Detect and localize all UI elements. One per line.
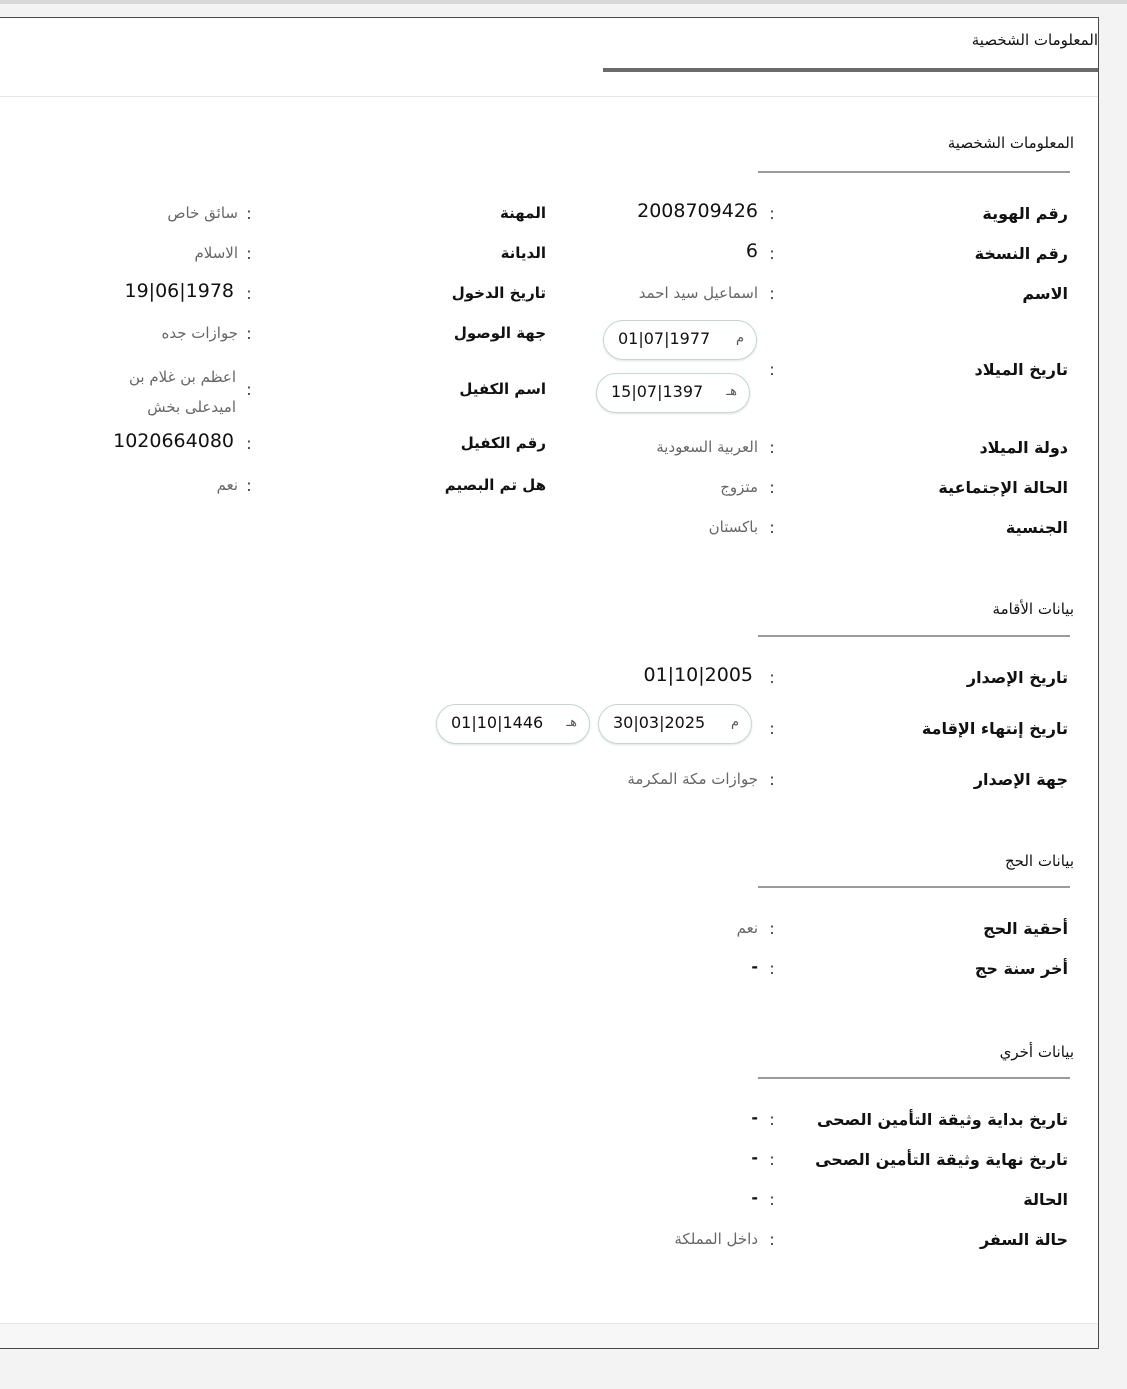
gregorian-tag: م xyxy=(735,331,744,346)
copy-number-value: 6 xyxy=(745,240,758,262)
colon: : xyxy=(769,204,775,223)
expiry-date-label: تاريخ إنتهاء الإقامة xyxy=(921,719,1068,738)
personal-info-panel xyxy=(0,17,1099,1349)
birth-country-value: العربية السعودية xyxy=(656,438,758,456)
colon: : xyxy=(769,244,775,263)
sponsor-name-value: اعظم بن غلام بن اميدعلى بخش xyxy=(129,368,236,416)
entry-date-label: تاريخ الدخول xyxy=(451,284,546,302)
hijri-tag: هـ xyxy=(726,384,737,399)
id-number-label: رقم الهوية xyxy=(982,204,1068,223)
colon: : xyxy=(769,959,775,978)
expiry-date-gregorian: 30|03|2025 xyxy=(613,713,706,732)
colon: : xyxy=(769,770,775,789)
top-divider xyxy=(0,0,1127,4)
colon: : xyxy=(246,244,252,263)
colon: : xyxy=(246,284,252,303)
name-label: الاسم xyxy=(1022,284,1068,303)
section-divider xyxy=(758,1077,1070,1079)
birth-date-hijri: 15|07|1397 xyxy=(611,382,704,401)
colon: : xyxy=(769,1190,775,1209)
colon: : xyxy=(769,668,775,687)
panel-footer xyxy=(0,1323,1098,1348)
birth-country-label: دولة الميلاد xyxy=(979,438,1068,457)
copy-number-label: رقم النسخة xyxy=(974,244,1068,263)
birth-date-gregorian-chip xyxy=(603,320,757,360)
expiry-date-hijri: 01|10|1446 xyxy=(451,713,544,732)
tab-personal-info[interactable]: المعلومات الشخصية xyxy=(971,31,1098,49)
travel-status-label: حالة السفر xyxy=(979,1230,1068,1249)
colon: : xyxy=(769,478,775,497)
insurance-end-label: تاريخ نهاية وثيقة التأمين الصحى xyxy=(815,1150,1068,1169)
arrival-port-value: جوازات جده xyxy=(161,324,238,342)
section-title-residence: بيانات الأقامة xyxy=(992,600,1074,618)
section-title-hajj: بيانات الحج xyxy=(1004,852,1074,870)
hajj-eligibility-value: نعم xyxy=(736,919,758,937)
expiry-date-gregorian-chip xyxy=(598,704,752,744)
occupation-label: المهنة xyxy=(500,204,546,222)
colon: : xyxy=(246,204,252,223)
nationality-value: باكستان xyxy=(708,518,758,536)
section-title-other: بيانات أخري xyxy=(999,1043,1074,1061)
colon: : xyxy=(246,380,252,399)
name-value: اسماعيل سيد احمد xyxy=(638,284,758,302)
birth-date-gregorian: 01|07|1977 xyxy=(618,329,711,348)
active-tab-indicator xyxy=(603,68,1098,72)
id-number-value: 2008709426 xyxy=(637,200,758,222)
travel-status-value: داخل المملكة xyxy=(674,1230,758,1248)
colon: : xyxy=(769,919,775,938)
occupation-value: سائق خاص xyxy=(167,204,238,222)
marital-status-value: متزوج xyxy=(720,478,758,496)
issuer-value: جوازات مكة المكرمة xyxy=(627,770,758,788)
colon: : xyxy=(246,434,252,453)
fingerprinted-value: نعم xyxy=(216,476,238,494)
status-value: - xyxy=(751,1188,758,1207)
birth-date-label: تاريخ الميلاد xyxy=(974,360,1068,379)
insurance-end-value: - xyxy=(751,1148,758,1167)
issue-date-value: 01|10|2005 xyxy=(643,664,753,686)
insurance-start-label: تاريخ بداية وثيقة التأمين الصحى xyxy=(816,1110,1068,1129)
fingerprinted-label: هل تم البصيم xyxy=(444,476,546,494)
section-divider xyxy=(758,886,1070,888)
sponsor-number-value: 1020664080 xyxy=(113,430,234,452)
nationality-label: الجنسية xyxy=(1005,518,1068,537)
insurance-start-value: - xyxy=(751,1108,758,1127)
sponsor-name-label: اسم الكفيل xyxy=(459,380,546,398)
colon: : xyxy=(769,284,775,303)
religion-value: الاسلام xyxy=(194,244,238,262)
last-hajj-year-value: - xyxy=(751,957,758,976)
colon: : xyxy=(769,438,775,457)
issuer-label: جهة الإصدار xyxy=(973,770,1068,789)
colon: : xyxy=(246,476,252,495)
colon: : xyxy=(769,360,775,379)
colon: : xyxy=(769,719,775,738)
colon: : xyxy=(769,1230,775,1249)
colon: : xyxy=(246,324,252,343)
marital-status-label: الحالة الإجتماعية xyxy=(938,478,1068,497)
section-divider xyxy=(758,635,1070,637)
hajj-eligibility-label: أحقية الحج xyxy=(983,919,1068,938)
expiry-date-hijri-chip xyxy=(436,704,590,744)
last-hajj-year-label: أخر سنة حج xyxy=(974,959,1068,978)
status-label: الحالة xyxy=(1023,1190,1068,1209)
issue-date-label: تاريخ الإصدار xyxy=(966,668,1068,687)
colon: : xyxy=(769,518,775,537)
arrival-port-label: جهة الوصول xyxy=(453,324,546,342)
tab-bar xyxy=(0,18,1098,97)
colon: : xyxy=(769,1110,775,1129)
birth-date-hijri-chip xyxy=(596,373,750,413)
section-divider xyxy=(758,171,1070,173)
gregorian-tag: م xyxy=(730,715,739,730)
colon: : xyxy=(769,1150,775,1169)
entry-date-value: 19|06|1978 xyxy=(124,280,234,302)
sponsor-number-label: رقم الكفيل xyxy=(460,434,546,452)
religion-label: الديانة xyxy=(500,244,546,262)
section-title-personal: المعلومات الشخصية xyxy=(947,134,1074,152)
hijri-tag: هـ xyxy=(566,715,577,730)
